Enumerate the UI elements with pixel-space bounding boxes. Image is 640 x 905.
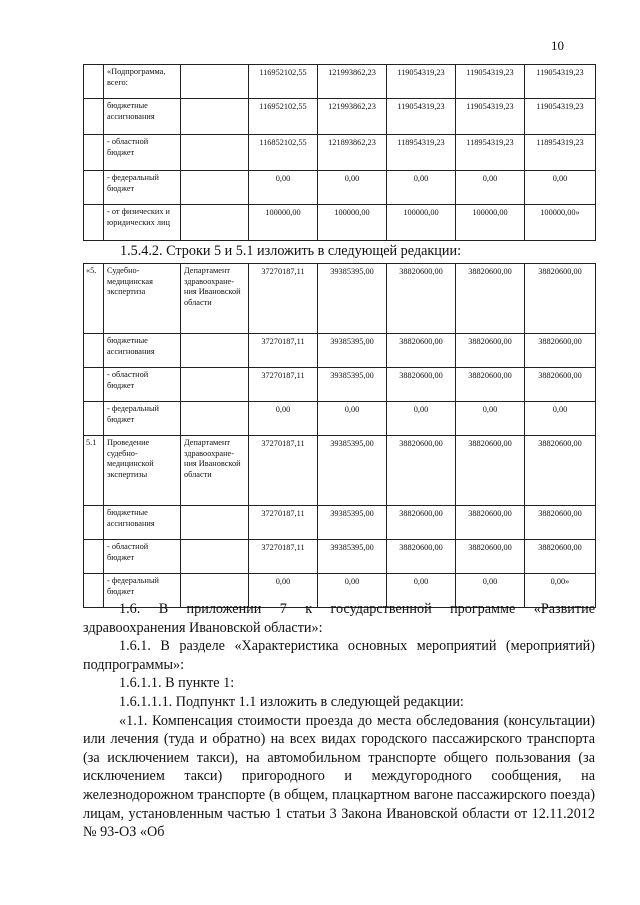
value-cell: 38820600,00 xyxy=(525,540,596,574)
table-row xyxy=(84,334,596,368)
table-row xyxy=(84,506,596,540)
value-cell: 38820600,00 xyxy=(525,264,596,334)
value-cell: 0,00» xyxy=(525,574,596,608)
value-cell: 100000,00 xyxy=(387,205,456,241)
value-cell: 0,00 xyxy=(525,171,596,205)
paragraph-1-1-text: «1.1. Компенсация стоимости проезда до места обследования (консультации) или лечения (туда и обратно) на всех видах городского пассажирского транспорта (за исключением такси), на автомобильном транспорте общего пользования (за исключением такси) пригородного и междугородного сообщения, на железнодорожном транспорте (в общем, плацкартном вагоне пассажирского поезда) лицам, установленным частью 1 статьи 3 Закона Ивановской области от 12.11.2012 № 93-ОЗ «Об xyxy=(83,712,595,841)
paragraph-1-6: 1.6. В приложении 7 к государственной программе «Развитие здравоохранения Ивановской области»: xyxy=(83,601,595,636)
value-cell: 100000,00 xyxy=(456,205,525,241)
value-cell: 39385395,00 xyxy=(318,540,387,574)
value-cell: 121993862,23 xyxy=(318,65,387,99)
value-cell: 0,00 xyxy=(456,402,525,436)
value-cell: 39385395,00 xyxy=(318,368,387,402)
document-body xyxy=(83,600,595,842)
row-executor-cell xyxy=(181,205,249,241)
value-cell: 118954319,23 xyxy=(525,135,596,171)
value-cell: 37270187,11 xyxy=(249,436,318,506)
value-cell: 116952102,55 xyxy=(249,65,318,99)
row-name-cell: - федеральный бюджет xyxy=(104,574,181,608)
value-cell: 116852102,55 xyxy=(249,135,318,171)
value-cell: 118954319,23 xyxy=(456,135,525,171)
paragraph-1-6-1-1-1: 1.6.1.1.1. Подпункт 1.1 изложить в следующей редакции: xyxy=(119,693,464,710)
value-cell: 118954319,23 xyxy=(387,135,456,171)
value-cell: 39385395,00 xyxy=(318,506,387,540)
value-cell: 116952102,55 xyxy=(249,99,318,135)
budget-table-subprogram xyxy=(83,64,596,241)
row-name-cell: Судебно-медицинская экспертиза xyxy=(104,264,181,334)
value-cell: 0,00 xyxy=(318,402,387,436)
row-executor-cell xyxy=(181,334,249,368)
table-row xyxy=(84,402,596,436)
value-cell: 39385395,00 xyxy=(318,264,387,334)
paragraph-1-6-1: 1.6.1. В разделе «Характеристика основных мероприятий (мероприятий) подпрограммы»: xyxy=(83,638,595,673)
value-cell: 119054319,23 xyxy=(387,65,456,99)
row-name-cell: бюджетные ассигнования xyxy=(104,506,181,540)
table-row xyxy=(84,205,596,241)
value-cell: 37270187,11 xyxy=(249,334,318,368)
value-cell: 37270187,11 xyxy=(249,368,318,402)
row-number-cell xyxy=(84,171,104,205)
row-executor-cell xyxy=(181,506,249,540)
value-cell: 119054319,23 xyxy=(456,99,525,135)
value-cell: 0,00 xyxy=(249,574,318,608)
row-name-cell: - федеральный бюджет xyxy=(104,171,181,205)
row-number-cell xyxy=(84,99,104,135)
row-executor-cell xyxy=(181,171,249,205)
value-cell: 38820600,00 xyxy=(525,506,596,540)
value-cell: 121993862,23 xyxy=(318,99,387,135)
value-cell: 119054319,23 xyxy=(387,99,456,135)
value-cell: 38820600,00 xyxy=(456,436,525,506)
value-cell: 0,00 xyxy=(387,574,456,608)
row-number-cell: 5.1 xyxy=(84,436,104,506)
row-number-cell: «5. xyxy=(84,264,104,334)
value-cell: 37270187,11 xyxy=(249,506,318,540)
row-number-cell xyxy=(84,65,104,99)
row-name-cell: Проведение судебно-медицинской экспертизы xyxy=(104,436,181,506)
row-executor-cell xyxy=(181,135,249,171)
value-cell: 0,00 xyxy=(387,171,456,205)
row-executor-cell xyxy=(181,368,249,402)
value-cell: 38820600,00 xyxy=(387,368,456,402)
table-row xyxy=(84,264,596,334)
value-cell: 38820600,00 xyxy=(456,264,525,334)
row-executor-cell: Департамент здравоохране-ния Ивановской области xyxy=(181,264,249,334)
value-cell: 0,00 xyxy=(456,171,525,205)
row-number-cell xyxy=(84,506,104,540)
row-name-cell: - областной бюджет xyxy=(104,540,181,574)
value-cell: 38820600,00 xyxy=(387,506,456,540)
row-executor-cell xyxy=(181,65,249,99)
row-executor-cell xyxy=(181,402,249,436)
table-row xyxy=(84,135,596,171)
value-cell: 38820600,00 xyxy=(456,368,525,402)
value-cell: 119054319,23 xyxy=(525,65,596,99)
row-name-cell: бюджетные ассигнования xyxy=(104,334,181,368)
value-cell: 38820600,00 xyxy=(456,334,525,368)
page-number: 10 xyxy=(551,38,564,53)
value-cell: 100000,00» xyxy=(525,205,596,241)
value-cell: 0,00 xyxy=(249,171,318,205)
value-cell: 38820600,00 xyxy=(525,436,596,506)
value-cell: 100000,00 xyxy=(318,205,387,241)
value-cell: 121893862,23 xyxy=(318,135,387,171)
value-cell: 38820600,00 xyxy=(525,334,596,368)
value-cell: 0,00 xyxy=(318,171,387,205)
value-cell: 0,00 xyxy=(318,574,387,608)
value-cell: 38820600,00 xyxy=(387,264,456,334)
value-cell: 0,00 xyxy=(249,402,318,436)
table-row xyxy=(84,99,596,135)
table-row xyxy=(84,65,596,99)
table-row xyxy=(84,171,596,205)
row-executor-cell: Департамент здравоохране-ния Ивановской области xyxy=(181,436,249,506)
value-cell: 38820600,00 xyxy=(387,436,456,506)
budget-table-forensic xyxy=(83,263,596,608)
table-row xyxy=(84,540,596,574)
value-cell: 37270187,11 xyxy=(249,540,318,574)
value-cell: 0,00 xyxy=(387,402,456,436)
row-number-cell xyxy=(84,205,104,241)
row-name-cell: - федеральный бюджет xyxy=(104,402,181,436)
row-number-cell xyxy=(84,540,104,574)
section-heading-1542: 1.5.4.2. Строки 5 и 5.1 изложить в следующей редакции: xyxy=(120,243,462,259)
table-row xyxy=(84,436,596,506)
row-name-cell: - областной бюджет xyxy=(104,368,181,402)
row-name-cell: «Подпрограмма, всего: xyxy=(104,65,181,99)
value-cell: 0,00 xyxy=(456,574,525,608)
value-cell: 38820600,00 xyxy=(456,540,525,574)
value-cell: 38820600,00 xyxy=(387,540,456,574)
value-cell: 37270187,11 xyxy=(249,264,318,334)
value-cell: 119054319,23 xyxy=(525,99,596,135)
value-cell: 100000,00 xyxy=(249,205,318,241)
row-executor-cell xyxy=(181,540,249,574)
row-number-cell xyxy=(84,334,104,368)
row-name-cell: - областной бюджет xyxy=(104,135,181,171)
row-number-cell xyxy=(84,368,104,402)
row-number-cell xyxy=(84,135,104,171)
value-cell: 119054319,23 xyxy=(456,65,525,99)
value-cell: 39385395,00 xyxy=(318,334,387,368)
value-cell: 0,00 xyxy=(525,402,596,436)
row-name-cell: - от физических и юридических лиц xyxy=(104,205,181,241)
value-cell: 39385395,00 xyxy=(318,436,387,506)
value-cell: 38820600,00 xyxy=(387,334,456,368)
value-cell: 38820600,00 xyxy=(456,506,525,540)
row-executor-cell xyxy=(181,99,249,135)
row-name-cell: бюджетные ассигнования xyxy=(104,99,181,135)
table-row xyxy=(84,368,596,402)
value-cell: 38820600,00 xyxy=(525,368,596,402)
row-number-cell xyxy=(84,402,104,436)
paragraph-1-6-1-1: 1.6.1.1. В пункте 1: xyxy=(119,675,235,692)
